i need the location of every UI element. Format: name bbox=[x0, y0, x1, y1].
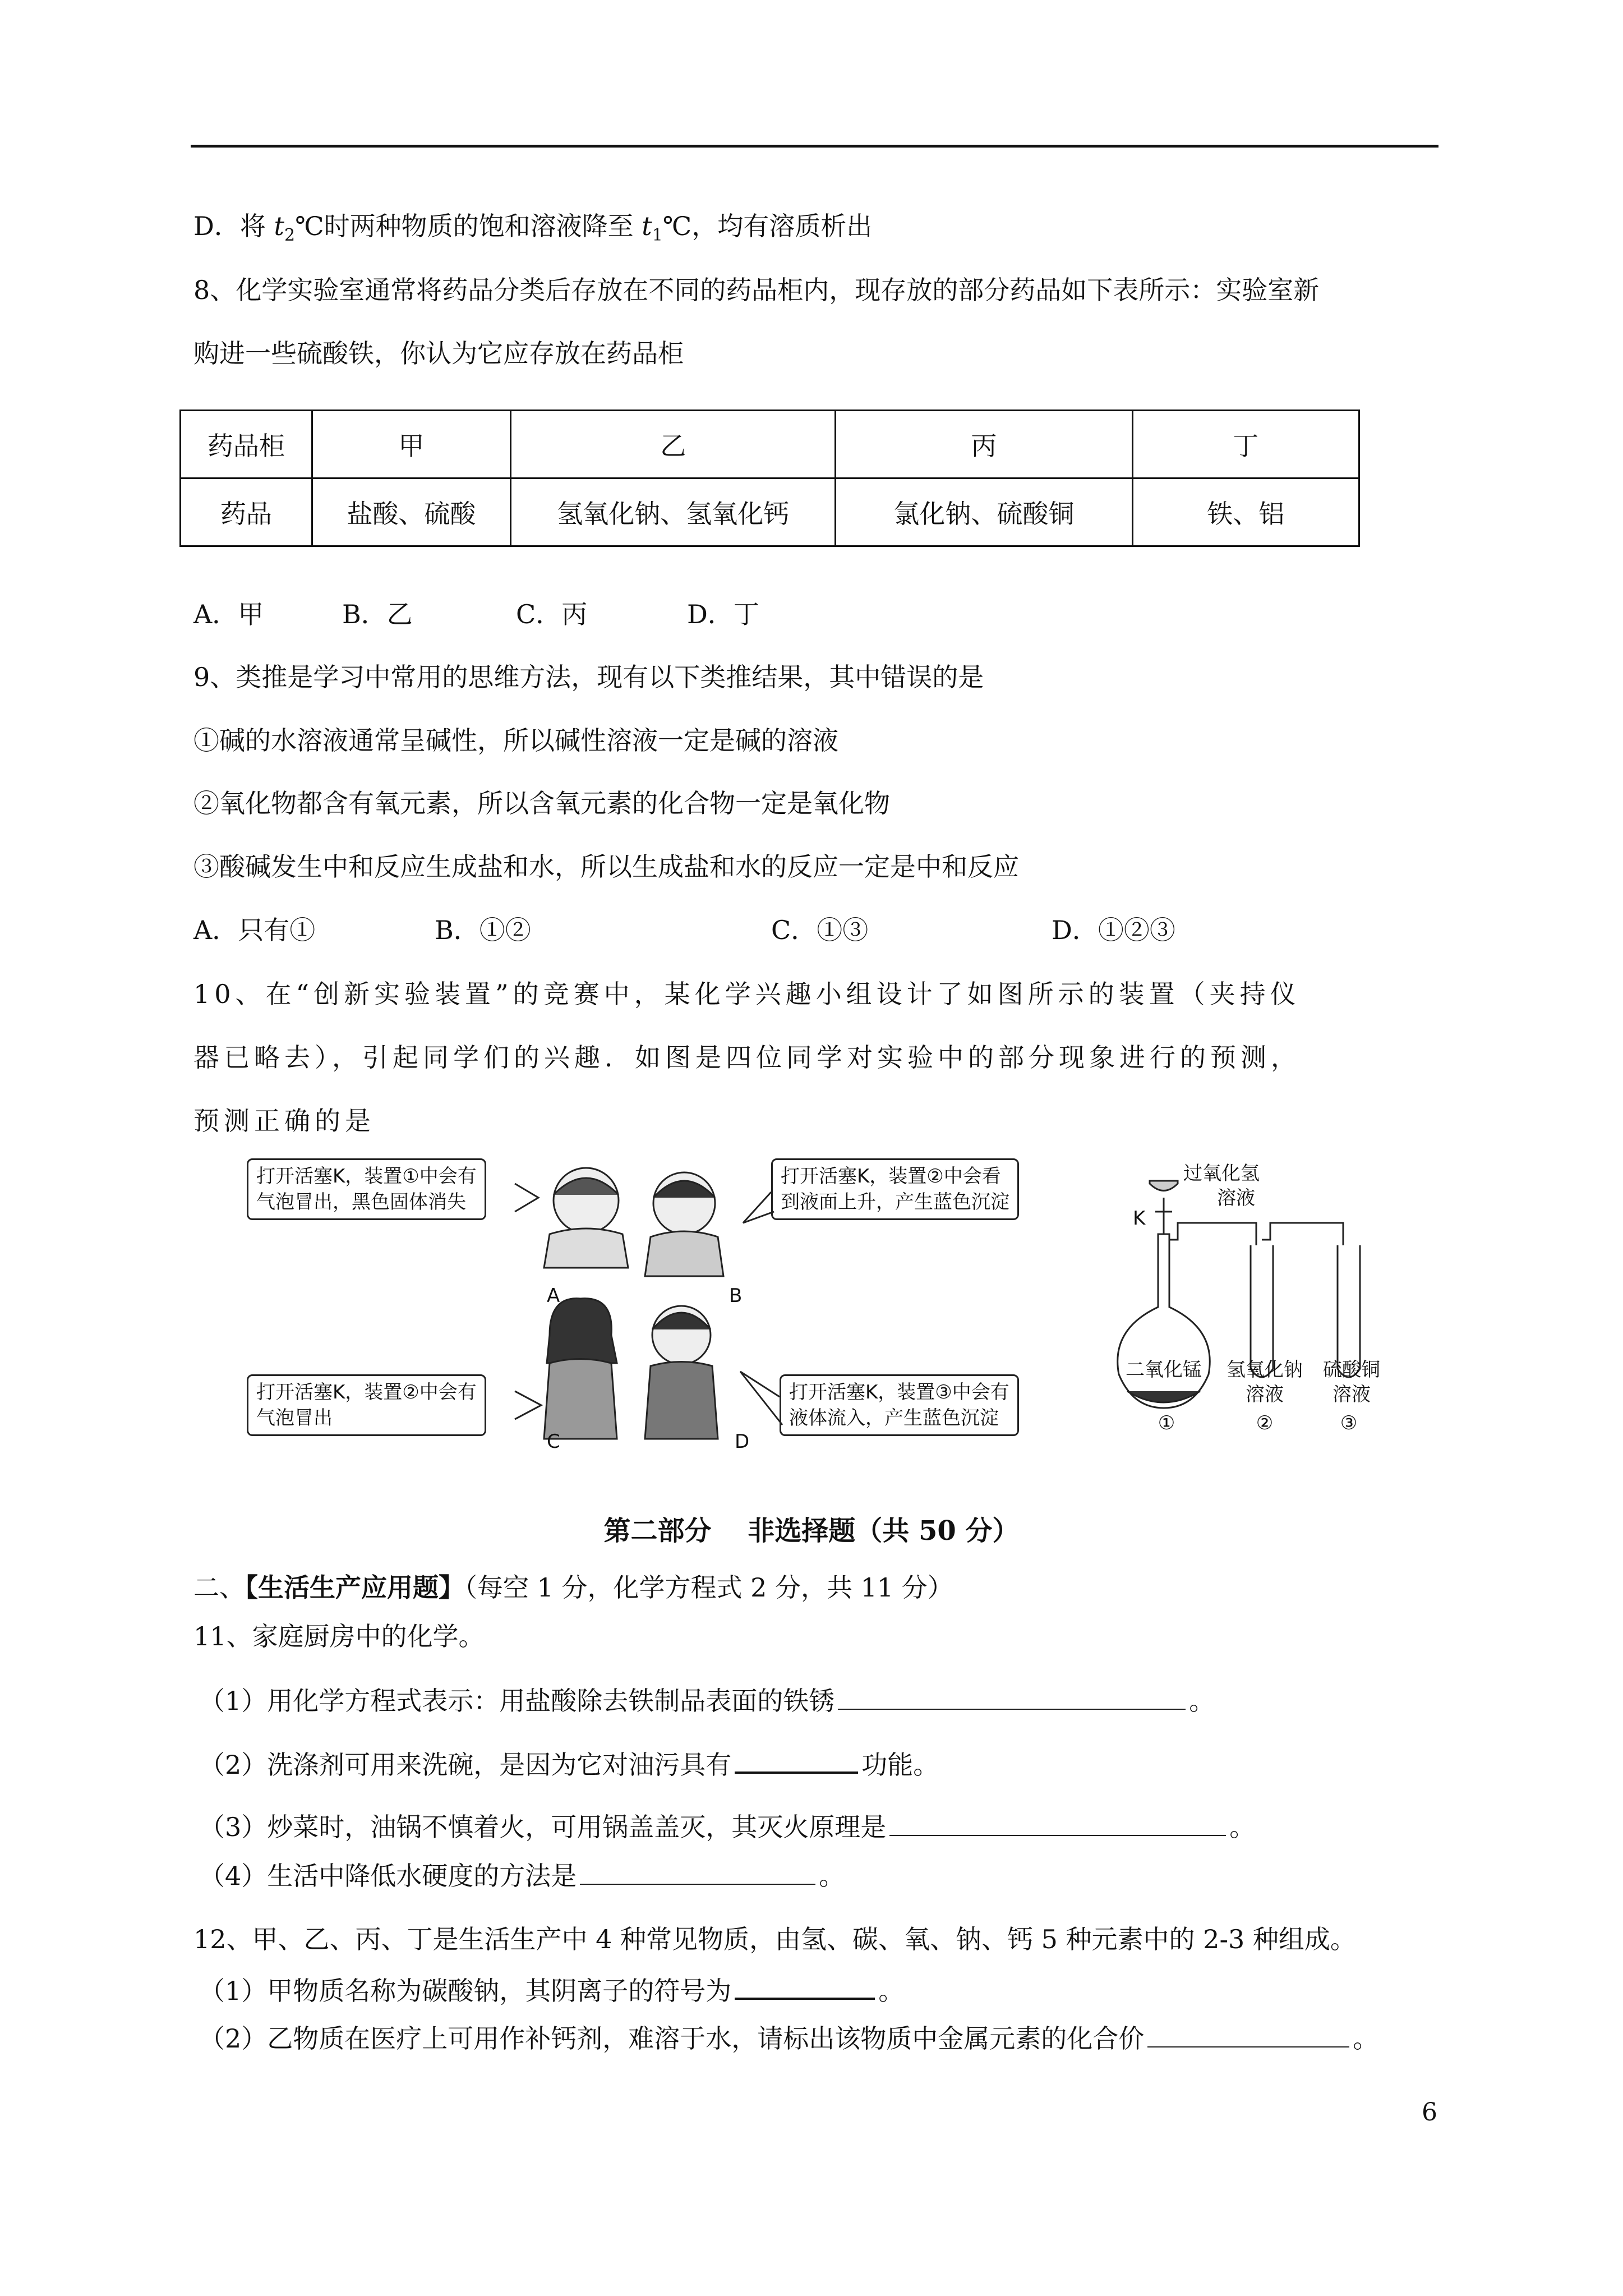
tube3-label-line1: 硫酸铜 bbox=[1323, 1359, 1380, 1381]
q11-part4-end: 。 bbox=[819, 1861, 845, 1891]
drug-cabinet-table bbox=[179, 409, 1360, 547]
student-a-figure bbox=[544, 1168, 628, 1268]
bubble-c-line1: 打开活塞K，装置②中会有 bbox=[256, 1381, 477, 1404]
table-cell: 铁、铝 bbox=[1132, 478, 1359, 546]
table-cell: 乙 bbox=[511, 411, 836, 478]
q9-item-2: ②氧化物都含有氧元素，所以含氧元素的化合物一定是氧化物 bbox=[193, 788, 890, 818]
q8-option-b: B．乙 bbox=[342, 599, 413, 629]
table-row bbox=[181, 478, 1359, 546]
bubble-c-line2: 气泡冒出 bbox=[256, 1407, 333, 1429]
answer-blank[interactable] bbox=[580, 1858, 815, 1885]
q8-option-a: A．甲 bbox=[193, 599, 264, 629]
q11-part1 bbox=[199, 1683, 1215, 1718]
table-cell: 药品柜 bbox=[181, 411, 312, 478]
option-d-end: ℃，均有溶质析出 bbox=[662, 211, 873, 241]
bubble-d-tail bbox=[740, 1372, 782, 1425]
option-d-line bbox=[193, 209, 872, 252]
q9-stem: 9、类推是学习中常用的思维方法，现有以下类推结果，其中错误的是 bbox=[193, 662, 984, 692]
tube2-label-line2: 溶液 bbox=[1246, 1383, 1284, 1406]
section2-scoring: （每空 1 分，化学方程式 2 分，共 11 分） bbox=[464, 1572, 953, 1603]
q11-part3 bbox=[199, 1809, 1255, 1844]
student-label-b: B bbox=[729, 1285, 743, 1307]
student-c-figure bbox=[544, 1299, 617, 1439]
q12-stem: 12、甲、乙、丙、丁是生活生产中 4 种常见物质，由氢、碳、氧、钠、钙 5 种元素中的 2-3 种组成。 bbox=[193, 1924, 1356, 1954]
q9-option-b: B．①② bbox=[435, 915, 531, 945]
q11-part2-end: 功能。 bbox=[861, 1750, 939, 1780]
q12-part1 bbox=[199, 1972, 904, 2008]
q8-stem-line2: 购进一些硫酸铁，你认为它应存放在药品柜 bbox=[193, 338, 684, 369]
flask-label: 二氧化锰 bbox=[1126, 1359, 1202, 1381]
page-number: 6 bbox=[1422, 2098, 1437, 2127]
table-cell: 甲 bbox=[312, 411, 511, 478]
table-cell: 盐酸、硫酸 bbox=[312, 478, 511, 546]
bubble-d-line1: 打开活塞K，装置③中会有 bbox=[789, 1381, 1009, 1404]
bubble-b-tail bbox=[743, 1192, 774, 1223]
table-cell: 氢氧化钠、氢氧化钙 bbox=[511, 478, 836, 546]
table-cell: 氯化钠、硫酸铜 bbox=[836, 478, 1132, 546]
q9-item-1: ①碱的水溶液通常呈碱性，所以碱性溶液一定是碱的溶液 bbox=[193, 725, 838, 756]
q9-item-3: ③酸碱发生中和反应生成盐和水，所以生成盐和水的反应一定是中和反应 bbox=[193, 852, 1019, 882]
tube2-label bbox=[1223, 1358, 1307, 1407]
table-cell: 丁 bbox=[1132, 411, 1359, 478]
q11-part4 bbox=[199, 1858, 845, 1893]
bubble-a-line2: 气泡冒出，黑色固体消失 bbox=[256, 1191, 466, 1213]
tube2-label-line1: 氢氧化钠 bbox=[1227, 1359, 1303, 1381]
q9-option-c: C．①③ bbox=[771, 915, 869, 945]
q11-part1-end: 。 bbox=[1189, 1686, 1215, 1716]
bubble-b-line1: 打开活塞K，装置②中会看 bbox=[781, 1165, 1001, 1188]
section2-heading bbox=[193, 1571, 953, 1604]
q11-part2 bbox=[199, 1746, 939, 1782]
q12-part2-end: 。 bbox=[1353, 2023, 1379, 2054]
q10-stem-line3: 预测正确的是 bbox=[193, 1106, 375, 1136]
table-header-row bbox=[181, 411, 1359, 478]
student-d-figure bbox=[645, 1306, 718, 1439]
q11-part3-end: 。 bbox=[1229, 1812, 1256, 1842]
t1-subscript: 1 bbox=[652, 226, 663, 246]
q12-part1-text: （1）甲物质名称为碳酸钠，其阴离子的符号为 bbox=[199, 1976, 732, 2006]
bubble-d-line2: 液体流入，产生蓝色沉淀 bbox=[789, 1407, 999, 1429]
apparatus-number-3: ③ bbox=[1340, 1412, 1358, 1434]
q8-stem-line1: 8、化学实验室通常将药品分类后存放在不同的药品柜内，现存放的部分药品如下表所示：实验室新 bbox=[193, 275, 1320, 305]
funnel-label-line2: 溶液 bbox=[1217, 1187, 1255, 1209]
tube3-label-line2: 溶液 bbox=[1332, 1383, 1371, 1406]
q9-option-d: D．①②③ bbox=[1052, 915, 1175, 945]
table-cell: 丙 bbox=[836, 411, 1132, 478]
answer-blank[interactable] bbox=[889, 1809, 1226, 1836]
table-cell: 药品 bbox=[181, 478, 312, 546]
q8-options bbox=[193, 597, 759, 631]
t1-symbol: t bbox=[642, 211, 652, 241]
option-d-middle: ℃时两种物质的饱和溶液降至 bbox=[295, 211, 642, 241]
tube3-label bbox=[1310, 1358, 1394, 1407]
student-label-d: D bbox=[735, 1430, 750, 1453]
q12-part1-end: 。 bbox=[878, 1976, 905, 2006]
student-label-c: C bbox=[547, 1430, 560, 1453]
valve-k-label: K bbox=[1133, 1207, 1146, 1230]
student-b-figure bbox=[645, 1172, 723, 1276]
hydrogen-peroxide-label bbox=[1183, 1161, 1260, 1211]
q11-part1-text: （1）用化学方程式表示：用盐酸除去铁制品表面的铁锈 bbox=[199, 1686, 835, 1716]
q8-option-d: D．丁 bbox=[687, 599, 759, 629]
q9-option-a: A．只有① bbox=[193, 915, 316, 945]
q11-part3-text: （3）炒菜时，油锅不慎着火，可用锅盖盖灭，其灭火原理是 bbox=[199, 1812, 887, 1842]
bubble-a-line1: 打开活塞K，装置①中会有 bbox=[256, 1165, 477, 1188]
answer-blank[interactable] bbox=[735, 1746, 858, 1774]
answer-blank[interactable] bbox=[735, 1972, 875, 2000]
q11-stem: 11、家庭厨房中的化学。 bbox=[193, 1621, 485, 1651]
section2-prefix: 二、 bbox=[193, 1572, 245, 1603]
answer-blank[interactable] bbox=[838, 1683, 1186, 1710]
q10-stem-line2: 器已略去），引起同学们的兴趣．如图是四位同学对实验中的部分现象进行的预测， bbox=[193, 1042, 1301, 1073]
q8-option-c: C．丙 bbox=[516, 599, 588, 629]
q12-part2 bbox=[199, 2021, 1378, 2055]
section2-tag: 【生活生产应用题】 bbox=[245, 1572, 464, 1603]
q9-options bbox=[193, 913, 1175, 947]
header-rule bbox=[191, 145, 1438, 148]
bubble-a-tail bbox=[515, 1184, 538, 1212]
q12-part2-text: （2）乙物质在医疗上可用作补钙剂，难溶于水，请标出该物质中金属元素的化合价 bbox=[199, 2023, 1145, 2054]
student-label-a: A bbox=[547, 1285, 560, 1307]
q10-stem-line1: 10、在“创新实验装置”的竞赛中，某化学兴趣小组设计了如图所示的装置（夹持仪 bbox=[193, 979, 1301, 1009]
experiment-figure bbox=[236, 1150, 1413, 1458]
t2-subscript: 2 bbox=[284, 226, 296, 246]
t2-symbol: t bbox=[274, 211, 285, 241]
apparatus-number-1: ① bbox=[1158, 1412, 1175, 1434]
bubble-c-tail bbox=[515, 1391, 541, 1419]
option-d-prefix: D．将 bbox=[193, 211, 274, 241]
apparatus-number-2: ② bbox=[1256, 1412, 1274, 1434]
part2-title: 第二部分 非选择题（共 50 分） bbox=[603, 1515, 1020, 1547]
funnel-label-line1: 过氧化氢 bbox=[1183, 1162, 1260, 1185]
answer-blank[interactable] bbox=[1147, 2021, 1349, 2047]
q11-part2-text: （2）洗涤剂可用来洗碗，是因为它对油污具有 bbox=[199, 1750, 732, 1780]
q11-part4-text: （4）生活中降低水硬度的方法是 bbox=[199, 1861, 577, 1891]
bubble-b-line2: 到液面上升，产生蓝色沉淀 bbox=[781, 1191, 1009, 1213]
